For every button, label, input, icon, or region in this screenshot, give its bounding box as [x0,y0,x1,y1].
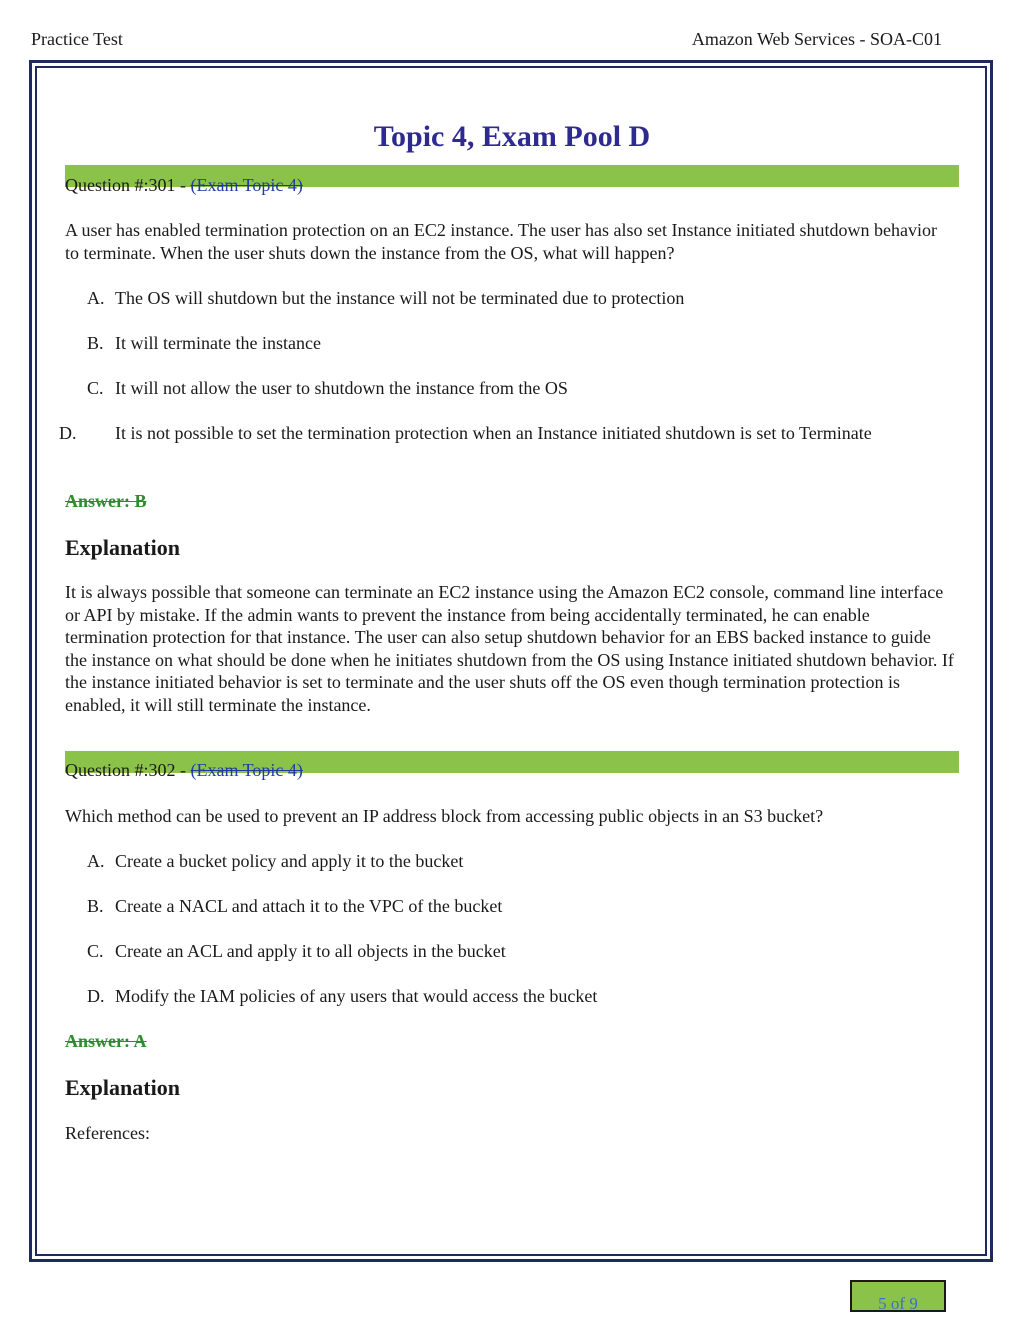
option-c [87,377,887,400]
page-number-badge [850,1280,946,1312]
exam-topic-link[interactable]: (Exam Topic 4) [190,175,303,195]
question-header [65,760,303,781]
answer-label: Answer: B [65,491,147,511]
option-letter: B. [87,896,104,916]
explanation-heading: Explanation [65,535,180,560]
option-text: Create a bucket policy and apply it to the bucket [115,851,464,871]
option-b [87,332,887,355]
option-letter: D. [59,423,77,443]
option-c [87,940,887,963]
question-text: A user has enabled termination protection on an EC2 instance. The user has also set Instance initiated shutdown behavior to terminate. When the user shuts down the instance from the OS, what will happen? [65,220,937,263]
question-text: Which method can be used to prevent an IP address block from accessing public objects in an S3 bucket? [65,806,824,826]
option-text: It is not possible to set the termination protection when an Instance initiated shutdown is set to Terminate [115,423,872,443]
option-text: Create a NACL and attach it to the VPC of the bucket [115,896,503,916]
option-text: It will terminate the instance [115,333,321,353]
option-letter: A. [87,851,105,871]
explanation-text: References: [65,1123,150,1143]
option-d [59,422,915,445]
exam-topic-link[interactable]: (Exam Topic 4) [190,760,303,780]
question-number: Question #:302 - [65,760,191,780]
header-right-text: Amazon Web Services - SOA-C01 [691,29,942,49]
option-d [87,985,887,1008]
option-letter: A. [87,288,105,308]
topic-title: Topic 4, Exam Pool D [373,120,651,153]
option-text: The OS will shutdown but the instance will not be terminated due to protection [115,288,685,308]
option-text: It will not allow the user to shutdown the instance from the OS [115,378,568,398]
option-letter: D. [87,986,105,1006]
option-letter: C. [87,941,104,961]
question-header [65,175,303,196]
option-a [87,850,887,873]
explanation-text: It is always possible that someone can terminate an EC2 instance using the Amazon EC2 console, command line interface or API by mistake. If the admin wants to prevent the instance from being accidentally terminated, he can enable termination protection for that instance. The user can also setup shutdown behavior for an EBS backed instance to guide the instance on what should be done when he initiates shutdown from the OS using Instance initiated shutdown behavior. If the instance initiated behavior is set to terminate and the user shuts off the OS even though termination protection is enabled, it will still terminate the instance. [65,582,954,715]
option-letter: C. [87,378,104,398]
header-left-text: Practice Test [31,29,123,49]
page-number[interactable]: 5 of 9 [878,1294,918,1312]
option-text: Create an ACL and apply it to all objects in the bucket [115,941,506,961]
explanation-heading: Explanation [65,1075,180,1100]
option-b [87,895,887,918]
question-number: Question #:301 - [65,175,191,195]
option-letter: B. [87,333,104,353]
answer-label: Answer: A [65,1031,147,1051]
option-text: Modify the IAM policies of any users that would access the bucket [115,986,598,1006]
option-a [87,287,887,310]
